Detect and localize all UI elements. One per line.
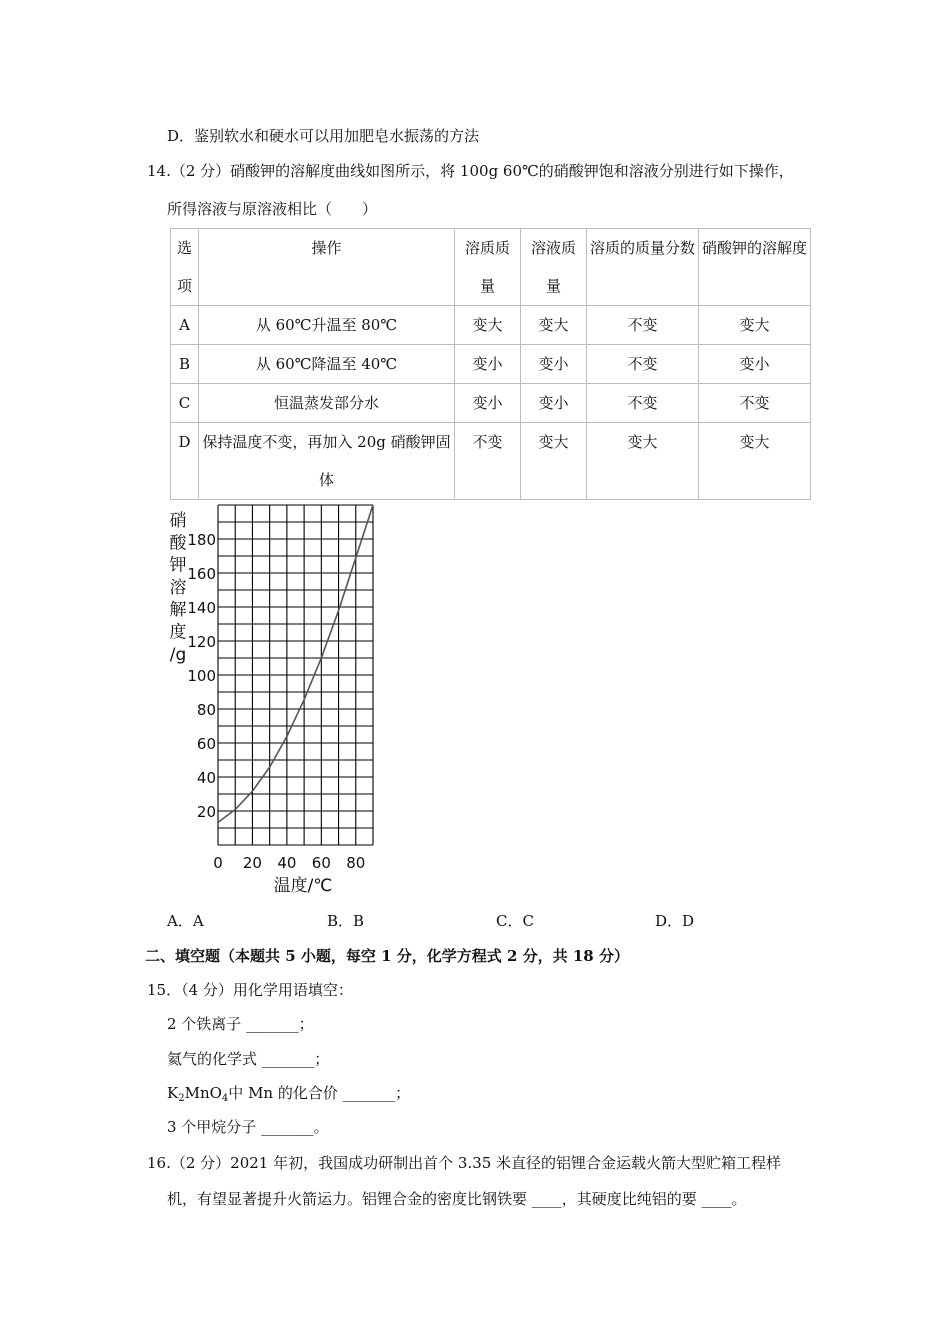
x-axis-label: 温度/℃ xyxy=(273,876,333,896)
table-cell: A xyxy=(171,306,199,345)
table-cell: 不变 xyxy=(455,423,521,500)
table-cell: 变大 xyxy=(455,306,521,345)
table-cell: 变大 xyxy=(521,423,587,500)
table-row xyxy=(171,345,811,384)
y-tick-label: 100 xyxy=(187,667,216,685)
q14-options-table xyxy=(170,228,811,500)
formula-sub-4: 4 xyxy=(221,1093,229,1104)
table-row xyxy=(171,306,811,345)
q13-option-d: D．鉴别软水和硬水可以用加肥皂水振荡的方法 xyxy=(167,127,480,145)
x-tick-label: 0 xyxy=(213,854,223,872)
table-cell: 保持温度不变，再加入 20g 硝酸钾固体 xyxy=(199,423,455,500)
y-tick-label: 120 xyxy=(187,633,216,651)
y-axis-label: 硝酸钾溶解度/g xyxy=(169,511,187,665)
choice-d: D．D xyxy=(655,912,695,930)
section2-title: 二、填空题（本题共 5 小题，每空 1 分，化学方程式 2 分，共 18 分） xyxy=(145,947,629,965)
formula-k: K xyxy=(167,1084,179,1102)
y-tick-label: 180 xyxy=(187,531,216,549)
q16-line1: 16.（2 分）2021 年初，我国成功研制出首个 3.35 米直径的铝锂合金运载火箭大型贮箱工程样 xyxy=(147,1154,782,1172)
header-col-solubility: 硝酸钾的溶解度 xyxy=(699,229,811,306)
header-col-solution-mass: 溶液质量 xyxy=(521,229,587,306)
y-tick-label: 80 xyxy=(196,701,216,719)
x-tick-label: 80 xyxy=(346,854,366,872)
choice-a: A．A xyxy=(167,912,204,930)
header-col-operation: 操作 xyxy=(199,229,455,306)
table-cell: 变大 xyxy=(699,423,811,500)
q15-item3 xyxy=(167,1083,410,1109)
table-cell: 变大 xyxy=(699,306,811,345)
y-tick-label: 160 xyxy=(187,565,216,583)
table-cell: D xyxy=(171,423,199,500)
header-col-solute-mass: 溶质质量 xyxy=(455,229,521,306)
table-cell: B xyxy=(171,345,199,384)
x-tick-label: 40 xyxy=(277,854,297,872)
table-cell: 恒温蒸发部分水 xyxy=(199,384,455,423)
solubility-chart xyxy=(160,500,400,900)
q16-line2: 机，有望显著提升火箭运力。铝锂合金的密度比钢铁要 ____，其硬度比纯铝的要 ____。 xyxy=(167,1190,747,1208)
q15-item3-text: 中 Mn 的化合价 _______； xyxy=(228,1084,411,1102)
table-cell: 不变 xyxy=(699,384,811,423)
table-cell: 从 60℃降温至 40℃ xyxy=(199,345,455,384)
table-header-row xyxy=(171,229,811,306)
header-col-mass-fraction: 溶质的质量分数 xyxy=(587,229,699,306)
table-row xyxy=(171,423,811,500)
x-tick-label: 20 xyxy=(242,854,262,872)
q15-item2: 氦气的化学式 _______； xyxy=(167,1050,330,1068)
y-tick-label: 20 xyxy=(196,803,216,821)
choice-c: C．C xyxy=(496,912,534,930)
q14-stem-line1: 14.（2 分）硝酸钾的溶解度曲线如图所示，将 100g 60℃的硝酸钾饱和溶液分别进行如下操作， xyxy=(147,162,794,180)
table-cell: 不变 xyxy=(587,384,699,423)
table-cell: 变小 xyxy=(521,384,587,423)
q15-stem: 15．（4 分）用化学用语填空： xyxy=(147,981,353,999)
table-cell: C xyxy=(171,384,199,423)
table-cell: 从 60℃升温至 80℃ xyxy=(199,306,455,345)
table-cell: 不变 xyxy=(587,345,699,384)
x-tick-label: 60 xyxy=(311,854,331,872)
table-cell: 变小 xyxy=(699,345,811,384)
q15-item1: 2 个铁离子 _______； xyxy=(167,1015,314,1033)
table-cell: 变小 xyxy=(455,384,521,423)
q15-item4: 3 个甲烷分子 _______。 xyxy=(167,1118,329,1136)
formula-mno: MnO xyxy=(184,1084,222,1102)
q14-stem-line2: 所得溶液与原溶液相比（ ） xyxy=(167,200,378,218)
y-tick-label: 140 xyxy=(187,599,216,617)
table-cell: 变大 xyxy=(587,423,699,500)
table-cell: 变小 xyxy=(521,345,587,384)
y-tick-label: 60 xyxy=(196,735,216,753)
header-col-option: 选项 xyxy=(171,229,199,306)
table-cell: 变小 xyxy=(455,345,521,384)
table-cell: 不变 xyxy=(587,306,699,345)
choice-b: B．B xyxy=(327,912,365,930)
formula-sub-2: 2 xyxy=(178,1093,185,1104)
table-cell: 变大 xyxy=(521,306,587,345)
table-row xyxy=(171,384,811,423)
y-tick-label: 40 xyxy=(196,769,216,787)
solubility-curve xyxy=(218,505,373,822)
